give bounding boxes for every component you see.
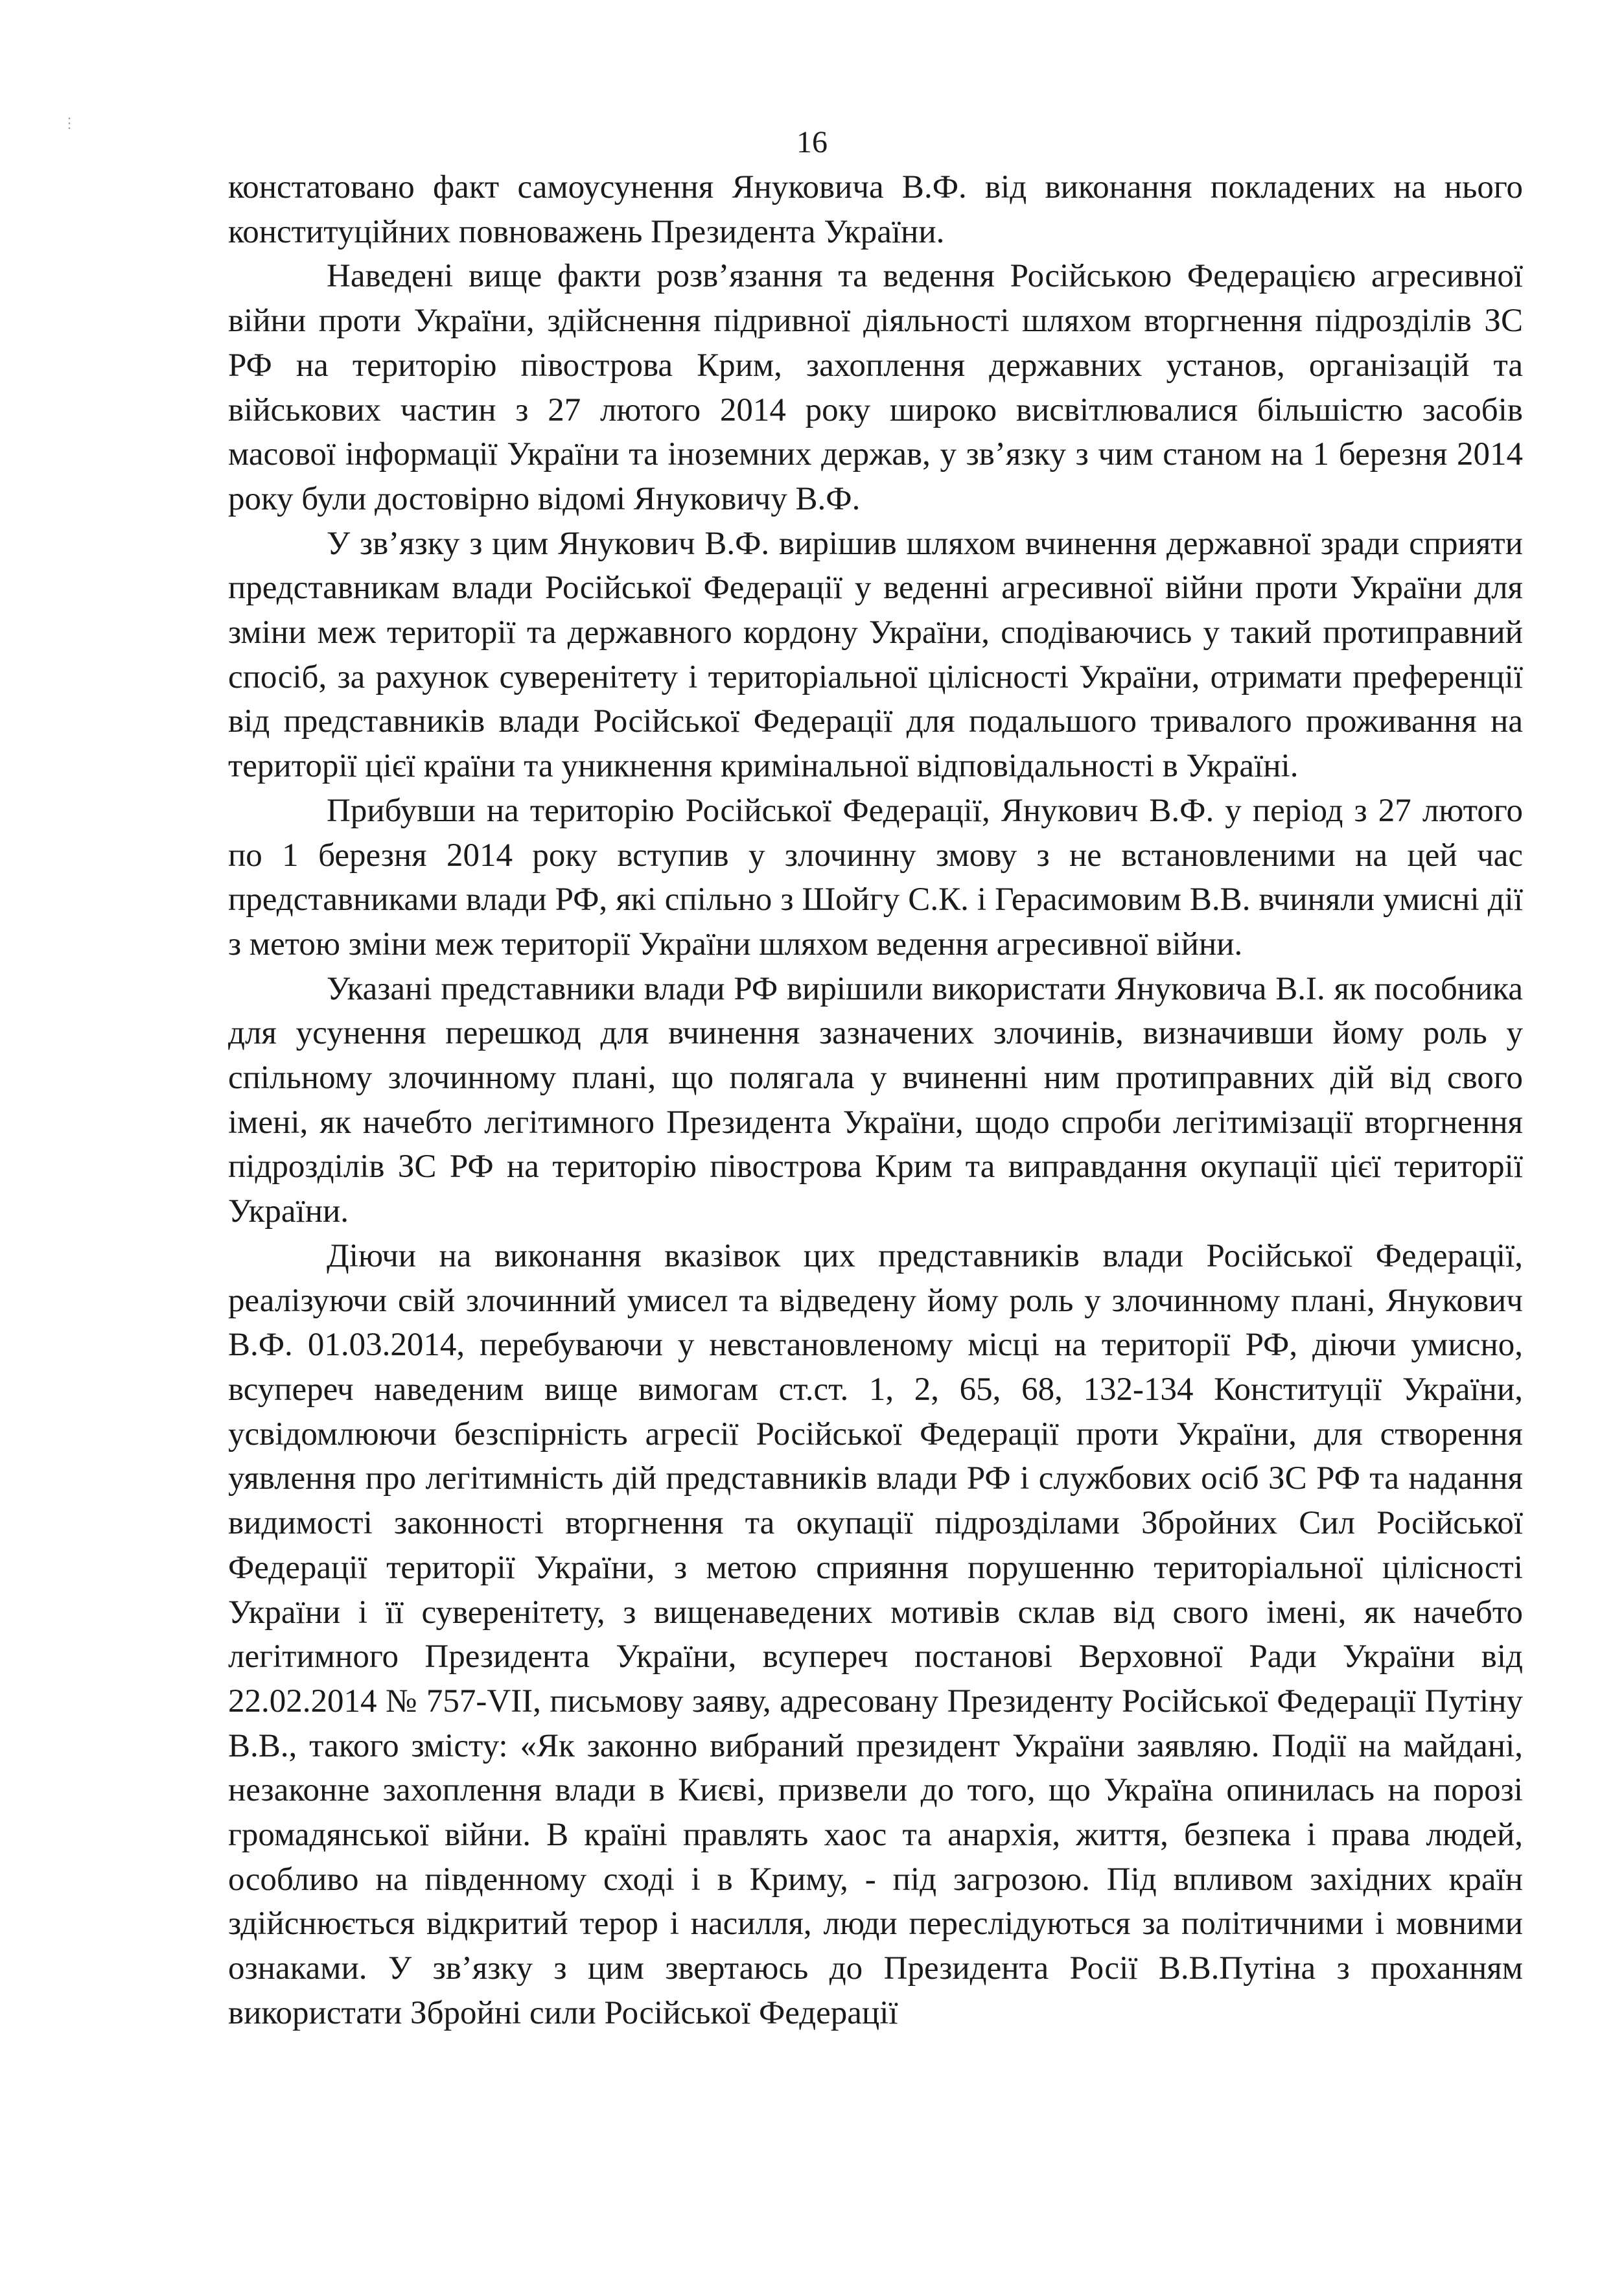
paragraph: Указані представники влади РФ вирішили використати Януковича В.І. як пособника для усунення перешкод для вчинення зазначених злочинів, визначивши йому роль у спільному злочинному плані, що полягала у вчиненні ним протиправних дій від свого імені, як начебто легітимного Президента України, щодо спроби легітимізації вторгнення підрозділів ЗС РФ на територію півострова Крим та виправдання окупації цієї території України. (228, 970, 1523, 1230)
document-body (228, 165, 1523, 2036)
scan-artifact-marks: ⋮ (62, 115, 76, 131)
paragraph-continuation: констатовано факт самоусунення Януковича В.Ф. від виконання покладених на нього конституційних повноважень Президента України. (228, 169, 1523, 250)
paragraph: Прибувши на територію Російської Федерації, Янукович В.Ф. у період з 27 лютого по 1 березня 2014 року вступив у злочинну змову з не встановленими на цей час представниками влади РФ, які спільно з Шойгу С.К. і Герасимовим В.В. вчиняли умисні дії з метою зміни меж території України шляхом ведення агресивної війни. (228, 792, 1523, 962)
paragraph: Діючи на виконання вказівок цих представників влади Російської Федерації, реалізуючи свій злочинний умисел та відведену йому роль у злочинному плані, Янукович В.Ф. 01.03.2014, перебуваючи у невстановленому місці на території РФ, діючи умисно, всупереч наведеним вище вимогам ст.ст. 1, 2, 65, 68, 132-134 Конституції України, усвідомлюючи безспірність агресії Російської Федерації проти України, для створення уявлення про легітимність дій представників влади РФ і службових осіб ЗС РФ та надання видимості законності вторгнення та окупації підрозділами Збройних Сил Російської Федерації території України, з метою сприяння порушенню територіальної цілісності України і її суверенітету, з вищенаведених мотивів склав від свого імені, як начебто легітимного Президента України, всупереч постанові Верховної Ради України від 22.02.2014 № 757-VII, письмову заяву, адресовану Президенту Російської Федерації Путіну В.В., такого змісту: «Як законно вибраний президент України заявляю. Події на майдані, незаконне захоплення влади в Києві, призвели до того, що Україна опинилась на порозі громадянської війни. В країні правлять хаос та анархія, життя, безпека і права людей, особливо на південному сході і в Криму, - під загрозою. Під впливом західних країн здійснюється відкритий терор і насилля, люди переслідуються за політичними і мовними ознаками. У зв’язку з цим звертаюсь до Президента Росії В.В.Путіна з проханням використати Збройні сили Російської Федерації (228, 1237, 1523, 2031)
page-number: 16 (796, 125, 828, 159)
paragraph: У зв’язку з цим Янукович В.Ф. вирішив шляхом вчинення державної зради сприяти представникам влади Російської Федерації у веденні агресивної війни проти України для зміни меж території та державного кордону України, сподіваючись у такий протиправний спосіб, за рахунок суверенітету і територіальної цілісності України, отримати преференції від представників влади Російської Федерації для подальшого тривалого проживання на території цієї країни та уникнення кримінальної відповідальності в Україні. (228, 525, 1523, 785)
paragraph: Наведені вище факти розв’язання та ведення Російською Федерацією агресивної війни проти України, здійснення підривної діяльності шляхом вторгнення підрозділів ЗС РФ на територію півострова Крим, захоплення державних установ, організацій та військових частин з 27 лютого 2014 року широко висвітлювалися більшістю засобів масової інформації України та іноземних держав, у зв’язку з чим станом на 1 березня 2014 року були достовірно відомі Януковичу В.Ф. (228, 258, 1523, 517)
